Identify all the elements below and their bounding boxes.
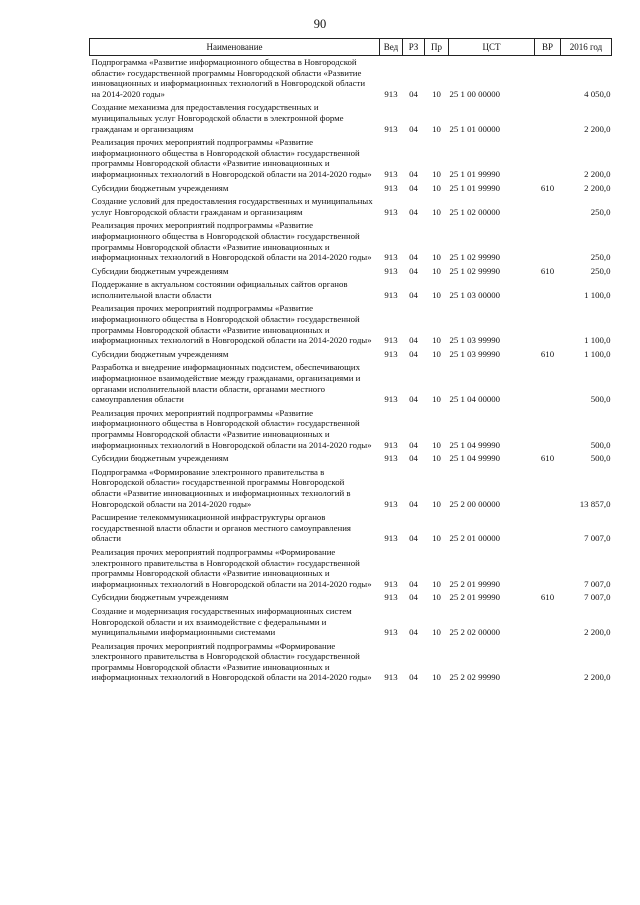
cell-vr: [535, 136, 561, 181]
cell-pr: 10: [432, 168, 441, 179]
cell-name: Реализация прочих мероприятий подпрограммы «Формирование электронного правительства в Новгородской области» государственной программы Новгородской области «Развитие инновационных и информационных технологий в Новгородской области на 2014-2020 годы»: [91, 640, 372, 683]
cell-pr: 10: [432, 578, 441, 589]
cell-pr: 10: [432, 335, 441, 346]
table-row: [90, 640, 612, 685]
cell-cst: 25 1 02 00000: [449, 206, 501, 217]
budget-table: [89, 38, 612, 685]
table-header-row: [90, 39, 612, 56]
cell-pr: 10: [432, 498, 441, 509]
cell-ved: 913: [384, 335, 398, 346]
cell-pr: 10: [432, 672, 441, 683]
cell-amount: 4 050,0: [584, 88, 611, 99]
cell-vr: [535, 466, 561, 511]
cell-vr: [535, 640, 561, 685]
table-row: [90, 407, 612, 452]
cell-rz: 04: [409, 348, 418, 359]
cell-rz: 04: [409, 439, 418, 450]
header-year: 2016 год: [561, 39, 612, 56]
table-row: [90, 605, 612, 640]
cell-amount: 1 100,0: [584, 289, 611, 300]
cell-rz: 04: [409, 335, 418, 346]
cell-cst: 25 1 04 99990: [449, 439, 501, 450]
cell-name: Субсидии бюджетным учреждениям: [91, 453, 229, 464]
cell-rz: 04: [409, 265, 418, 276]
cell-rz: 04: [409, 592, 418, 603]
cell-amount: 500,0: [590, 453, 611, 464]
cell-name: Реализация прочих мероприятий подпрограммы «Развитие информационного общества в Новгородской области» государственной программы Новгородской области «Развитие инновационных и информационных технологий в Новгородской области на 2014-2020 годы»: [91, 137, 372, 179]
cell-vr: [535, 407, 561, 452]
cell-pr: 10: [432, 439, 441, 450]
cell-vr: [535, 605, 561, 640]
cell-name: Расширение телекоммуникационной инфраструктуры органов государственной власти области и органов местного самоуправления области: [91, 512, 351, 544]
cell-cst: 25 1 01 00000: [449, 123, 501, 134]
cell-cst: 25 1 04 99990: [449, 453, 501, 464]
cell-name: Разработка и внедрение информационных подсистем, обеспечивающих информационное взаимодействие между гражданами, организациями и органами исполнительной власти области, органами местного самоуправления области: [91, 362, 361, 405]
cell-cst: 25 1 02 99990: [449, 252, 501, 263]
cell-vr: 610: [540, 453, 555, 464]
header-name: Наименование: [90, 39, 380, 56]
cell-amount: 250,0: [590, 252, 611, 263]
cell-pr: 10: [432, 394, 441, 405]
cell-rz: 04: [409, 123, 418, 134]
cell-pr: 10: [432, 182, 441, 193]
cell-ved: 913: [384, 182, 398, 193]
cell-name: Реализация прочих мероприятий подпрограммы «Развитие информационного общества в Новгородской области» государственной программы Новгородской области «Развитие инновационных и информационных технологий в Новгородской области на 2014-2020 годы»: [91, 303, 372, 346]
header-pr: Пр: [425, 39, 449, 56]
cell-pr: 10: [432, 252, 441, 263]
cell-cst: 25 1 00 00000: [449, 88, 501, 99]
cell-vr: [535, 219, 561, 264]
table-row: [90, 101, 612, 136]
cell-name: Субсидии бюджетным учреждениям: [91, 182, 229, 193]
cell-pr: 10: [432, 289, 441, 300]
cell-ved: 913: [384, 348, 398, 359]
cell-rz: 04: [409, 252, 418, 263]
cell-vr: 610: [540, 265, 555, 276]
cell-cst: 25 2 00 00000: [449, 498, 501, 509]
table-row: [90, 136, 612, 181]
table-row: [90, 219, 612, 264]
cell-cst: 25 1 03 99990: [449, 335, 501, 346]
cell-rz: 04: [409, 578, 418, 589]
table-row: [90, 265, 612, 279]
cell-name: Реализация прочих мероприятий подпрограммы «Развитие информационного общества в Новгородской области» государственной программы Новгородской области «Развитие инновационных и информационных технологий в Новгородской области на 2014-2020 годы»: [91, 407, 372, 450]
cell-cst: 25 1 01 99990: [449, 168, 501, 179]
cell-rz: 04: [409, 88, 418, 99]
cell-cst: 25 2 02 00000: [449, 627, 501, 638]
cell-ved: 913: [384, 88, 398, 99]
cell-name: Создание условий для предоставления государственных и муниципальных услуг Новгородской области гражданам и организациям: [91, 196, 373, 217]
cell-pr: 10: [432, 592, 441, 603]
cell-vr: [535, 195, 561, 219]
cell-vr: 610: [540, 348, 555, 359]
cell-amount: 250,0: [590, 265, 611, 276]
cell-cst: 25 2 01 99990: [449, 592, 501, 603]
cell-amount: 7 007,0: [584, 533, 611, 544]
cell-name: Создание и модернизация государственных информационных систем Новгородской области и их взаимодействие с федеральными и муниципальными информационными системами: [91, 605, 352, 638]
cell-rz: 04: [409, 394, 418, 405]
cell-pr: 10: [432, 88, 441, 99]
cell-name: Реализация прочих мероприятий подпрограммы «Формирование электронного правительства в Новгородской области» государственной программы Новгородской области «Развитие инновационных и информационных технологий в Новгородской области на 2014-2020 годы»: [91, 546, 372, 589]
cell-pr: 10: [432, 348, 441, 359]
table-row: [90, 361, 612, 406]
cell-pr: 10: [432, 123, 441, 134]
cell-cst: 25 1 01 99990: [449, 182, 501, 193]
table-row: [90, 546, 612, 591]
cell-vr: [535, 546, 561, 591]
cell-cst: 25 1 03 99990: [449, 348, 501, 359]
cell-cst: 25 1 04 00000: [449, 394, 501, 405]
table-body: [90, 56, 612, 686]
header-ved: Вед: [380, 39, 403, 56]
table-row: [90, 56, 612, 102]
cell-pr: 10: [432, 265, 441, 276]
cell-amount: 2 200,0: [584, 627, 611, 638]
cell-vr: 610: [540, 182, 555, 193]
cell-amount: 1 100,0: [584, 348, 611, 359]
cell-vr: [535, 278, 561, 302]
cell-amount: 7 007,0: [584, 592, 611, 603]
cell-amount: 2 200,0: [584, 123, 611, 134]
cell-vr: 610: [540, 592, 555, 603]
cell-rz: 04: [409, 206, 418, 217]
page-number: 90: [313, 17, 327, 31]
cell-rz: 04: [409, 453, 418, 464]
cell-vr: [535, 511, 561, 546]
cell-ved: 913: [384, 592, 398, 603]
cell-ved: 913: [384, 453, 398, 464]
cell-name: Подпрограмма «Формирование электронного правительства в Новгородской области» государственной программы Новгородской области «Развитие инновационных и информационных технологий в Новгородской области на 2014-2020 годы»: [91, 466, 351, 509]
cell-amount: 1 100,0: [584, 335, 611, 346]
cell-cst: 25 2 01 00000: [449, 533, 501, 544]
cell-rz: 04: [409, 627, 418, 638]
cell-name: Подпрограмма «Развитие информационного общества в Новгородской области» государственной программы Новгородской области «Развитие инновационных и информационных технологий в Новгородской области на 2014-2020 годы»: [91, 57, 366, 99]
cell-amount: 500,0: [590, 394, 611, 405]
table-row: [90, 452, 612, 466]
cell-name: Субсидии бюджетным учреждениям: [91, 348, 229, 359]
cell-amount: 2 200,0: [584, 168, 611, 179]
table-row: [90, 182, 612, 196]
cell-name: Поддержание в актуальном состоянии официальных сайтов органов исполнительной власти области: [91, 279, 348, 300]
cell-rz: 04: [409, 498, 418, 509]
cell-vr: [535, 56, 561, 102]
table-row: [90, 591, 612, 605]
cell-cst: 25 1 02 99990: [449, 265, 501, 276]
cell-pr: 10: [432, 453, 441, 464]
cell-pr: 10: [432, 533, 441, 544]
cell-ved: 913: [384, 289, 398, 300]
cell-amount: 500,0: [590, 439, 611, 450]
cell-amount: 2 200,0: [584, 672, 611, 683]
cell-ved: 913: [384, 252, 398, 263]
cell-ved: 913: [384, 578, 398, 589]
cell-amount: 2 200,0: [584, 182, 611, 193]
cell-vr: [535, 101, 561, 136]
cell-rz: 04: [409, 289, 418, 300]
cell-ved: 913: [384, 123, 398, 134]
cell-amount: 13 857,0: [579, 498, 611, 509]
cell-ved: 913: [384, 439, 398, 450]
cell-vr: [535, 361, 561, 406]
cell-amount: 250,0: [590, 206, 611, 217]
cell-amount: 7 007,0: [584, 578, 611, 589]
cell-vr: [535, 302, 561, 347]
table-row: [90, 195, 612, 219]
cell-name: Субсидии бюджетным учреждениям: [91, 265, 229, 276]
cell-rz: 04: [409, 672, 418, 683]
table-row: [90, 348, 612, 362]
cell-ved: 913: [384, 498, 398, 509]
table-row: [90, 511, 612, 546]
cell-cst: 25 1 03 00000: [449, 289, 501, 300]
cell-ved: 913: [384, 168, 398, 179]
cell-cst: 25 2 02 99990: [449, 672, 501, 683]
cell-cst: 25 2 01 99990: [449, 578, 501, 589]
cell-rz: 04: [409, 533, 418, 544]
cell-rz: 04: [409, 182, 418, 193]
cell-ved: 913: [384, 265, 398, 276]
table-row: [90, 278, 612, 302]
cell-name: Создание механизма для предоставления государственных и муниципальных услуг Новгородской области в электронной форме гражданам и организациям: [91, 102, 344, 134]
table-row: [90, 466, 612, 511]
header-rz: РЗ: [403, 39, 425, 56]
cell-ved: 913: [384, 672, 398, 683]
cell-name: Субсидии бюджетным учреждениям: [91, 592, 229, 603]
cell-ved: 913: [384, 533, 398, 544]
cell-name: Реализация прочих мероприятий подпрограммы «Развитие информационного общества в Новгородской области» государственной программы Новгородской области «Развитие инновационных и информационных технологий в Новгородской области на 2014-2020 годы»: [91, 220, 372, 263]
header-vr: ВР: [535, 39, 561, 56]
cell-ved: 913: [384, 206, 398, 217]
cell-ved: 913: [384, 394, 398, 405]
cell-ved: 913: [384, 627, 398, 638]
table-row: [90, 302, 612, 347]
cell-rz: 04: [409, 168, 418, 179]
cell-pr: 10: [432, 627, 441, 638]
cell-pr: 10: [432, 206, 441, 217]
header-cst: ЦСТ: [449, 39, 535, 56]
